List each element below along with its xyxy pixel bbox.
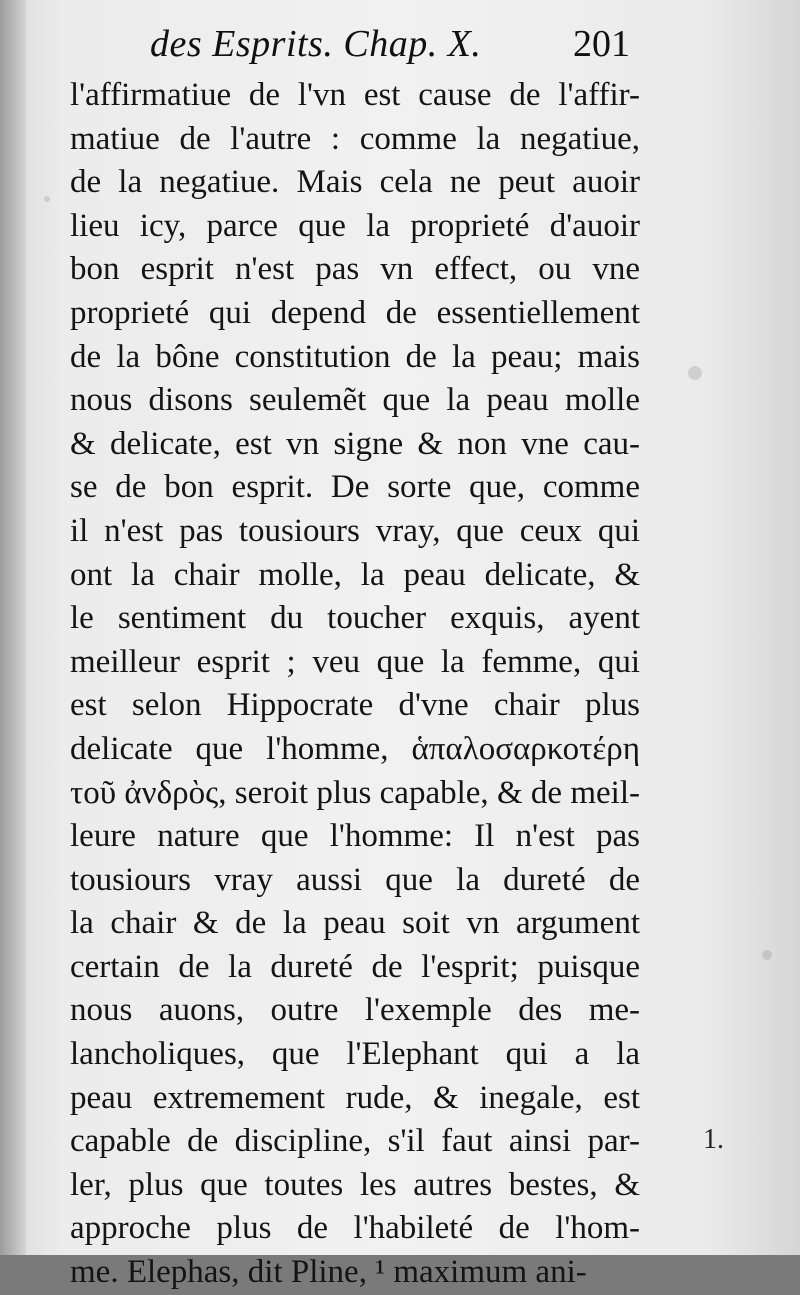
- text-line: de la negatiue. Mais cela ne peut auoir: [70, 164, 640, 201]
- text-line: se de bon esprit. De sorte que, comme: [70, 469, 640, 506]
- text-line: peau extremement rude, & inegale, est: [70, 1079, 640, 1116]
- page-spine-shadow: [0, 0, 26, 1255]
- text-line: τοῦ ἀνδρὸς, seroit plus capable, & de meil-: [70, 774, 640, 811]
- body-text: [70, 74, 640, 1295]
- text-line: nous auons, outre l'exemple des me-: [70, 992, 640, 1029]
- text-line: ont la chair molle, la peau delicate, &: [70, 556, 640, 593]
- page-number: 201: [573, 23, 630, 65]
- text-line: de la bône constitution de la peau; mais: [70, 338, 640, 375]
- text-line: proprieté qui depend de essentiellement: [70, 294, 640, 331]
- text-line: ler, plus que toutes les autres bestes, &: [70, 1166, 640, 1203]
- text-line: matiue de l'autre : comme la negatiue,: [70, 120, 640, 157]
- paper-speck: [44, 196, 50, 202]
- text-line: approche plus de l'habileté de l'hom-: [70, 1210, 640, 1247]
- text-line: certain de la dureté de l'esprit; puisque: [70, 948, 640, 985]
- marginal-note: 1.: [703, 1124, 724, 1155]
- text-line: nous disons seulemẽt que la peau molle: [70, 382, 640, 419]
- text-line: me. Elephas, dit Pline, ¹ maximum ani-: [70, 1254, 587, 1291]
- text-line: bon esprit n'est pas vn effect, ou vne: [70, 251, 640, 288]
- text-line: est selon Hippocrate d'vne chair plus: [70, 687, 640, 724]
- text-line: la chair & de la peau soit vn argument: [70, 905, 640, 942]
- text-line: l'affirmatiue de l'vn est cause de l'affir-: [70, 77, 640, 113]
- text-line: & delicate, est vn signe & non vne cau-: [70, 425, 640, 462]
- text-line: leure nature que l'homme: Il n'est pas: [70, 818, 640, 855]
- running-head-title: des Esprits. Chap. X.: [150, 23, 482, 65]
- paper-speck: [688, 366, 702, 380]
- text-line: il n'est pas tousiours vray, que ceux qui: [70, 512, 640, 549]
- text-line: lieu icy, parce que la proprieté d'auoir: [70, 207, 640, 244]
- text-line: meilleur esprit ; veu que la femme, qui: [70, 643, 640, 680]
- text-line: capable de discipline, s'il faut ainsi par-: [70, 1123, 640, 1160]
- text-line: delicate que l'homme, ἁπαλοσαρκοτέρη: [70, 730, 640, 767]
- text-line: tousiours vray aussi que la dureté de: [70, 861, 640, 898]
- text-line: lancholiques, que l'Elephant qui a la: [70, 1036, 640, 1073]
- text-line: le sentiment du toucher exquis, ayent: [70, 600, 640, 637]
- running-head: [150, 22, 630, 72]
- paper-speck: [762, 950, 772, 960]
